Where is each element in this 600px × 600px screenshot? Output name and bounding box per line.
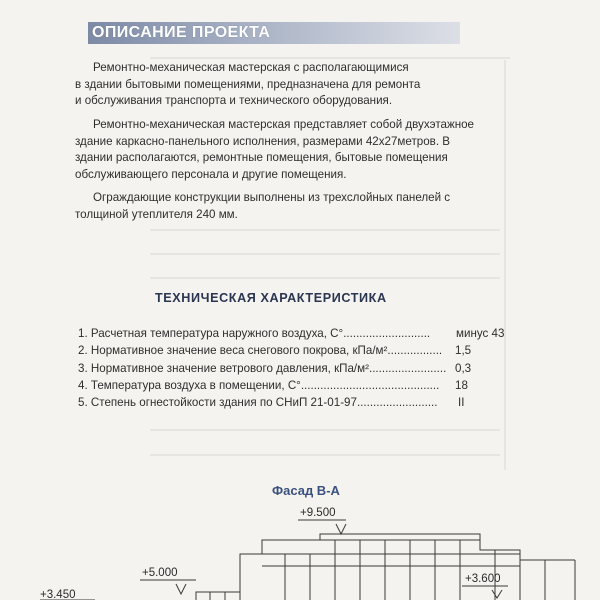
text-line: здании располагаются, ремонтные помещения, бытовые помещения (75, 151, 448, 164)
elevation-mark-left-edge: +3.450 (40, 589, 76, 600)
facade-title: Фасад В-А (272, 483, 340, 498)
text-line: здание каркасно-панельного исполнения, размерами 42х27метров. В (75, 134, 451, 148)
text-line: толщиной утеплителя 240 мм. (75, 207, 238, 221)
text-line: в здании бытовыми помещениями, предназначена для ремонта (75, 77, 421, 91)
tech-item (78, 325, 518, 342)
tech-item (78, 342, 518, 359)
leader-dots: ........................... (343, 327, 431, 340)
elevation-mark-top: +9.500 (300, 507, 336, 519)
text-line: Ремонтно-механическая мастерская с располагающимися (93, 61, 409, 74)
tech-characteristics-list (78, 325, 518, 411)
tech-item (78, 377, 518, 394)
elevation-mark-right: +3.600 (465, 573, 501, 585)
tech-item-value: II (458, 396, 465, 410)
leader-dots: ........................ (368, 361, 447, 375)
section-title-tech: ТЕХНИЧЕСКАЯ ХАРАКТЕРИСТИКА (155, 291, 387, 305)
section-title-description: ОПИСАНИЕ ПРОЕКТА (92, 24, 271, 41)
elevation-mark-left: +5.000 (142, 567, 178, 579)
text-line: Ограждающие конструкции выполнены из трехслойных панелей с (93, 191, 451, 204)
paragraph-enclosure (75, 190, 535, 223)
tech-item-value: 1,5 (455, 344, 472, 358)
leader-dots: ......................... (356, 396, 438, 410)
tech-item-value: минус 43 (456, 327, 505, 340)
facade-drawing (0, 500, 600, 600)
tech-item (78, 394, 518, 411)
tech-item-label: 1. Расчетная температура наружного воздуха, С° (78, 327, 344, 340)
paragraph-purpose (75, 60, 535, 110)
text-line: обслуживающего персонала и другие помещения. (75, 167, 347, 181)
tech-item-label: 2. Нормативное значение веса снегового покрова, кПа/м² (78, 344, 388, 358)
tech-item-label: 4. Температура воздуха в помещении, С° (78, 378, 301, 392)
text-line: Ремонтно-механическая мастерская представляет собой двухэтажное (93, 118, 474, 131)
leader-dots: ........................................... (300, 378, 440, 392)
text-line: и обслуживания транспорта и технического оборудования. (75, 94, 393, 107)
paragraph-structure (75, 117, 535, 183)
tech-item-label: 5. Степень огнестойкости здания по СНиП 21-01-97 (78, 396, 357, 410)
tech-item (78, 360, 518, 377)
tech-item-label: 3. Нормативное значение ветрового давления, кПа/м² (78, 361, 369, 375)
tech-item-value: 0,3 (455, 361, 472, 375)
leader-dots: ................. (387, 344, 443, 358)
tech-item-value: 18 (455, 378, 468, 392)
